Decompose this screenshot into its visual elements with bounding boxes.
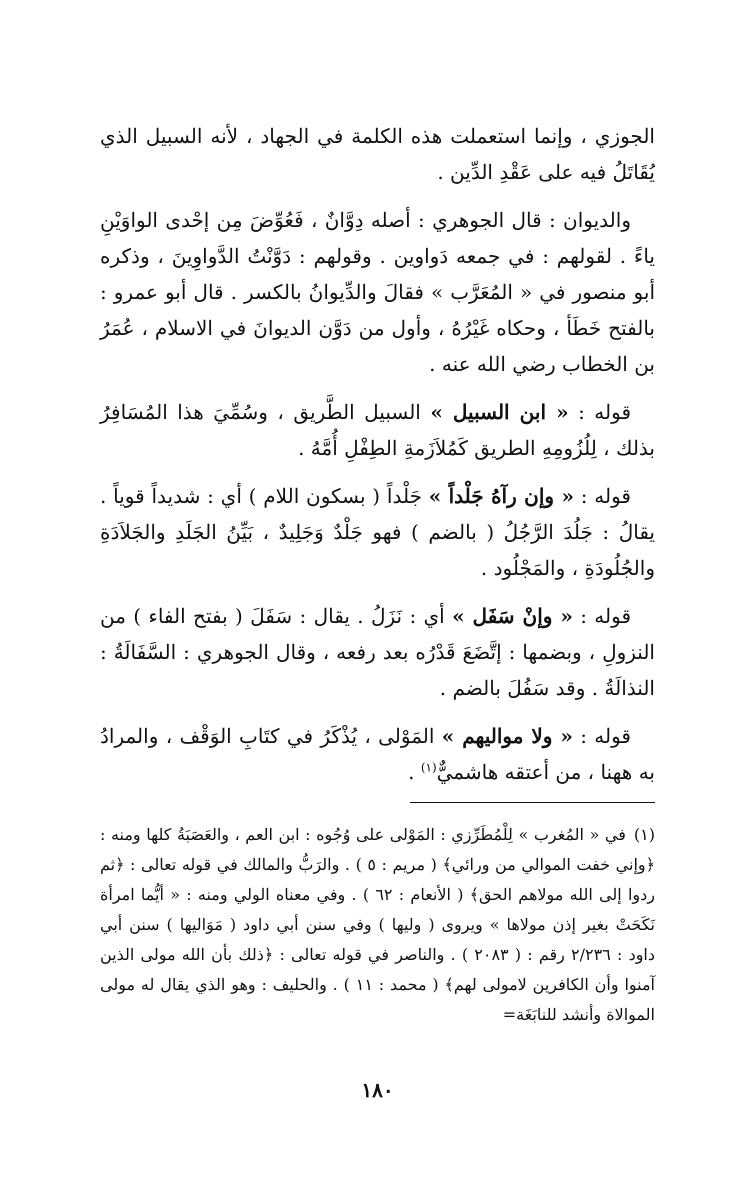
paragraph-3 bbox=[100, 394, 655, 466]
paragraph-5-lead: قوله : bbox=[572, 604, 632, 628]
paragraph-3-keyword: « ابن السبيل » bbox=[430, 400, 569, 424]
paragraph-4-lead: قوله : bbox=[573, 484, 631, 508]
paragraph-6 bbox=[100, 718, 655, 790]
paragraph-6-lead: قوله : bbox=[572, 724, 631, 748]
main-text bbox=[100, 118, 655, 802]
paragraph-2 bbox=[100, 202, 655, 382]
paragraph-4 bbox=[100, 478, 655, 586]
paragraph-3-text: السبيل الطَّريق ، وسُمِّيَ هذا المُسَافِرُ بذلك ، لِلُزُومِهِ الطريق كَمُلاَزَمةِ الطِفْلِ أُمَّهُ . bbox=[100, 400, 655, 460]
paragraph-3-lead: قوله : bbox=[568, 400, 632, 424]
paragraph-1-text: الجوزي ، وإنما استعملت هذه الكلمة في الجهاد ، لأنه السبيل الذي يُقَاتَلُ فيه على عَقْدِ الدِّين . bbox=[100, 124, 655, 184]
footnote-text: في « المُغرب » لِلْمُطَرِّزي : المَوْلى على وُجُوه : ابن العم ، والعَصَبَةُ كلها ومنه : ﴿وإني خفت الموالي من ورائي﴾ ( مريم : ٥ ) . والرَبُّ والمالك في قوله تعالى : ﴿ثم ردوا إلى الله مولاهم الحق﴾ ( الأنعام : ٦٢ ) . وفي معناه الولي ومنه : « أيُّما امرأة نَكَحَتْ بغير إذن مولاها » ويروى ( وليها ) وفي سنن أبي داود ( مَوَاليها ) سنن أبي داود : ٢/٢٣٦ رقم : ( ٢٠٨٣ ) . والناصر في قوله تعالى : ﴿ذلك بأن الله مولى الذين آمنوا وأن الكافرين لامولى لهم﴾ ( محمد : ١١ ) . والحليف : وهو الذي يقال له مولى الموالاة وأنشد للنابَغَة= bbox=[100, 825, 656, 1024]
footnotes bbox=[100, 820, 655, 1030]
footnote-number: (١) bbox=[633, 825, 655, 844]
paragraph-5 bbox=[100, 598, 655, 706]
paragraph-6-end: . bbox=[408, 760, 421, 784]
paragraph-4-text: جَلْداً ( بسكون اللام ) أي : شديداً قوياً . يقالُ : جَلُدَ الرَّجُلُ ( بالضم ) فهو جَلْدٌ وَجَلِيدٌ ، بَيِّنُ الجَلَدِ والجَلاَدَةِ والجُلُودَةِ ، والمَجْلُود . bbox=[100, 484, 655, 580]
paragraph-2-text: والديوان : قال الجوهري : أصله دِوَّانٌ ، فَعُوِّضَ مِن إحْدى الواوَيْنِ ياءً . لقولهم : في جمعه دَواوين . وقولهم : دَوَّنْتُ الدَّواوِينَ ، وذكره أبو منصور في « المُعَرَّب » فقالَ والدِّيوانُ بالكسر . قال أبو عمرو : بالفتح خَطَأ ، وحكاه غَيْرُهُ ، وأول من دَوَّن الديوانَ في الاسلام ، عُمَرُ بن الخطاب رضي الله عنه . bbox=[100, 208, 655, 376]
footnote-reference[interactable]: (١) bbox=[420, 760, 437, 775]
paragraph-5-keyword: « وإنْ سَفَل » bbox=[452, 604, 573, 628]
page-number: ١٨٠ bbox=[361, 1078, 394, 1102]
paragraph-6-keyword: « ولا مواليهم » bbox=[441, 724, 573, 748]
footnote-1 bbox=[100, 820, 655, 1030]
paragraph-1 bbox=[100, 118, 655, 190]
paragraph-5-text: أي : نَزَلُ . يقال : سَفَلَ ( بفتح الفاء ) من النزولِ ، وبضمها : إتَّضَعَ قَدْرُه بعد رفعه ، وقال الجوهري : السَّفَالَةُ : النذالَةُ . وقد سَفُلَ بالضم . bbox=[100, 604, 655, 700]
paragraph-4-keyword: « وإن رآهُ جَلْداً » bbox=[428, 484, 574, 508]
footnote-separator bbox=[410, 802, 655, 803]
paragraph-6-text: المَوْلى ، يُذْكَرُ في كتَابِ الوَقْف ، والمرادُ به ههنا ، من أعتقه هاشميٌّ bbox=[100, 724, 655, 784]
